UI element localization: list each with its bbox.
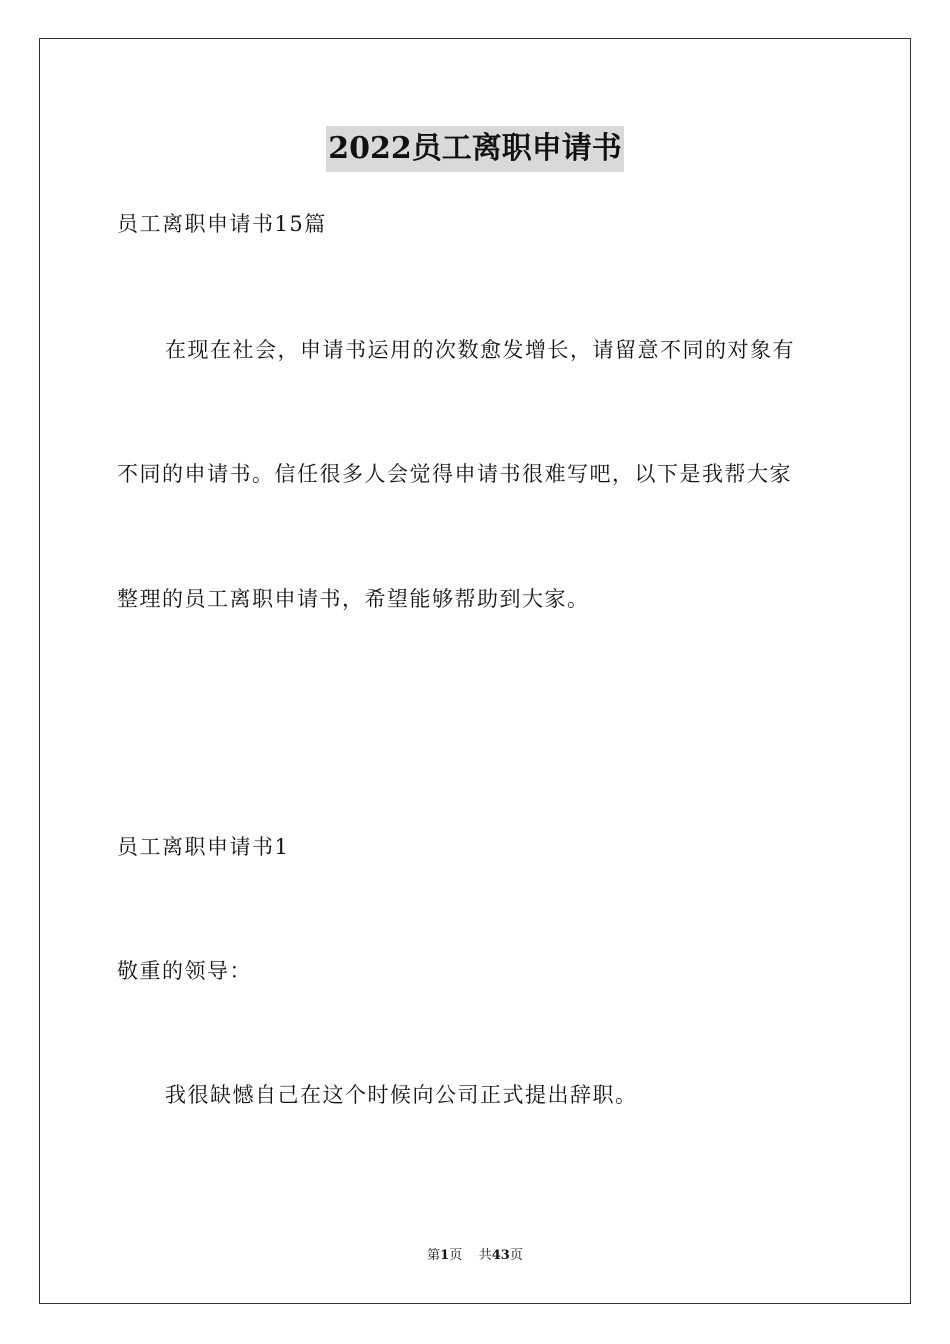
- footer-total-suffix: 页: [509, 1248, 523, 1263]
- intro-line-2: 不同的申请书。信任很多人会觉得申请书很难写吧，以下是我帮大家: [117, 462, 792, 486]
- title-container: [0, 126, 950, 172]
- intro-line-3: 整理的员工离职申请书，希望能够帮助到大家。: [117, 587, 590, 611]
- section-heading: 员工离职申请书1: [117, 835, 290, 859]
- body-line: 我很缺憾自己在这个时候向公司正式提出辞职。: [165, 1083, 638, 1107]
- document-title: 2022员工离职申请书: [326, 126, 624, 172]
- page-footer: [0, 1247, 950, 1265]
- footer-page-prefix: 第: [427, 1248, 441, 1263]
- footer-page-number: 1: [440, 1248, 450, 1263]
- intro-line-1: 在现在社会，申请书运用的次数愈发增长，请留意不同的对象有: [165, 338, 795, 362]
- footer-total-prefix: 共: [478, 1248, 492, 1263]
- footer-total-pages: 43: [491, 1248, 510, 1263]
- footer-page-suffix: 页: [449, 1248, 463, 1263]
- salutation: 敬重的领导：: [117, 959, 252, 983]
- document-subtitle: 员工离职申请书15篇: [117, 212, 327, 236]
